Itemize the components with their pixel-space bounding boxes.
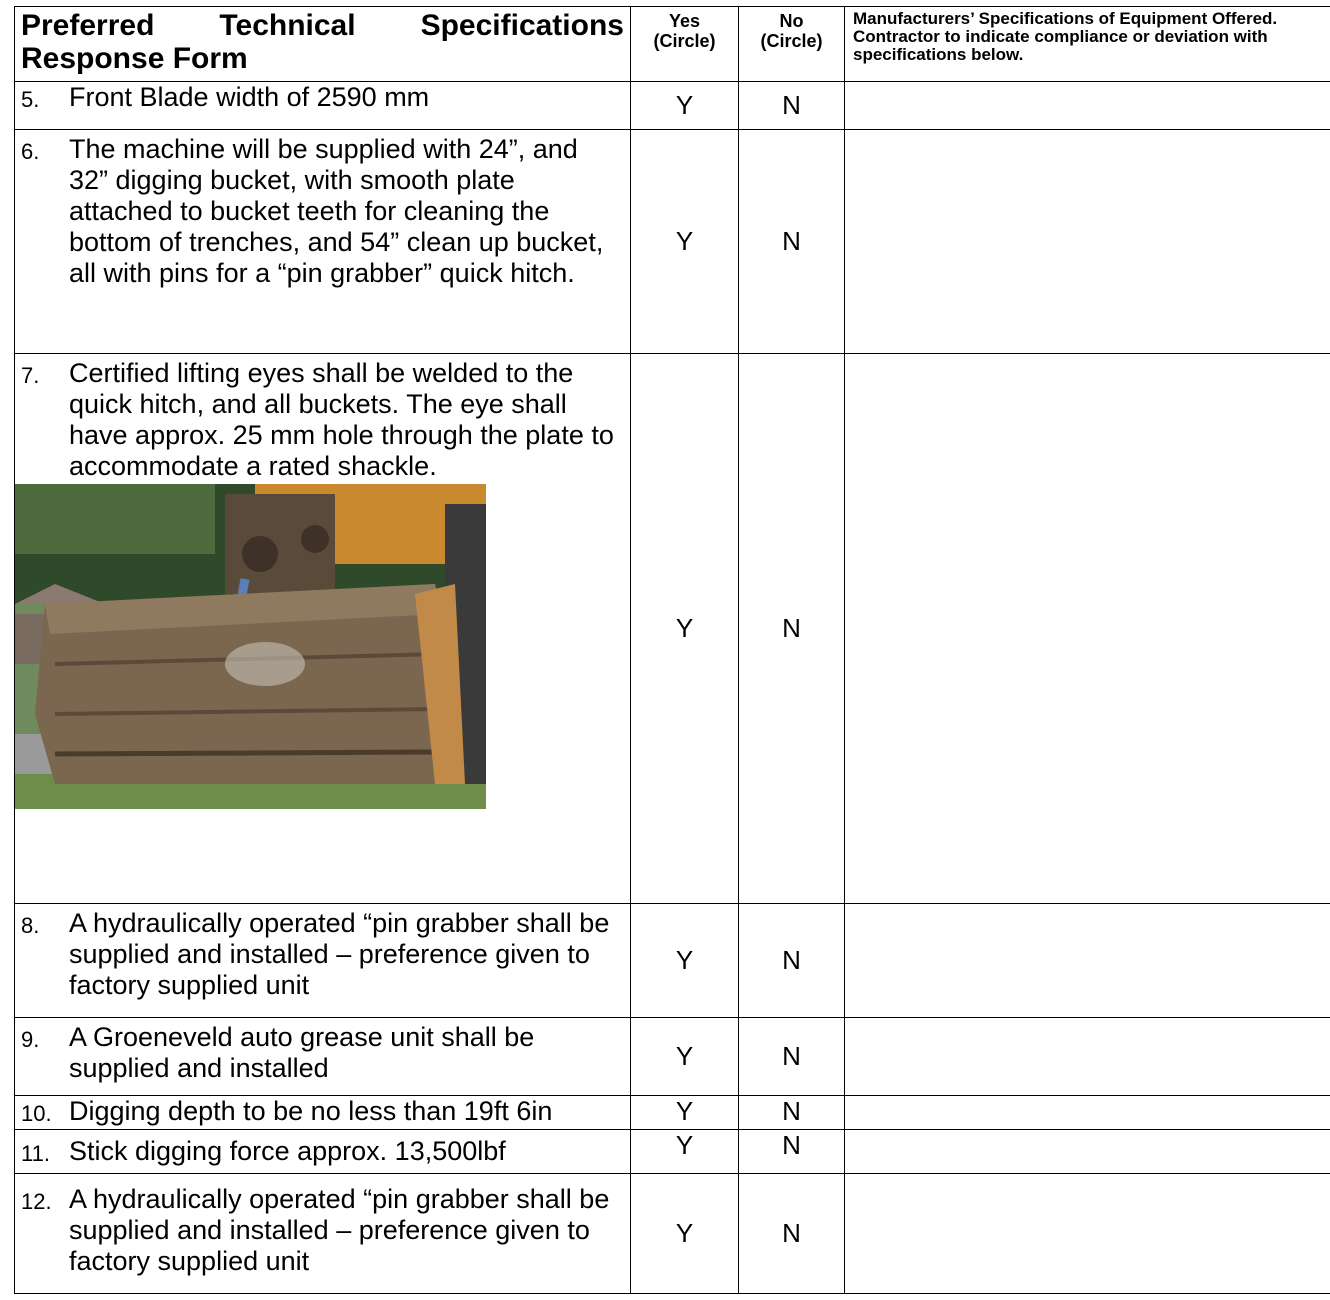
spec-response-cell[interactable] [845,354,1330,904]
row-number: 8. [21,913,40,938]
spec-response-form [14,6,1330,1294]
row-number: 7. [21,363,40,388]
spec-response-cell[interactable] [845,130,1330,354]
row-number: 9. [21,1027,40,1052]
row-number: 6. [21,139,40,164]
bucket-image-icon [15,484,486,809]
row-number: 12. [21,1189,52,1214]
yes-option[interactable]: Y [631,82,739,130]
row-text: Front Blade width of 2590 mm [69,82,430,112]
row-text: Certified lifting eyes shall be welded to the quick hitch, and all buckets. The eye shall have approx. 25 mm hole through the plate to accommodate a rated shackle. [69,358,614,481]
table-row [15,130,1330,354]
table-row [15,1018,1330,1096]
form-title [15,7,631,82]
title-word-3: Specifications [420,9,624,42]
spec-response-cell[interactable] [845,1096,1330,1130]
row-text: Stick digging force approx. 13,500lbf [69,1136,506,1166]
no-option[interactable]: N [739,904,845,1018]
title-word-1: Preferred [21,9,155,42]
header-row [15,7,1330,82]
no-option[interactable]: N [739,1018,845,1096]
spec-response-cell[interactable] [845,904,1330,1018]
no-label: No [779,11,804,31]
row-text: A hydraulically operated “pin grabber shall be supplied and installed – preference given to factory supplied unit [69,908,610,1000]
yes-option[interactable]: Y [631,1130,739,1174]
title-line-2: Response Form [21,42,248,75]
no-option[interactable]: N [739,82,845,130]
table-row [15,904,1330,1018]
table-row [15,82,1330,130]
no-option[interactable]: N [739,130,845,354]
no-option[interactable]: N [739,1174,845,1294]
yes-option[interactable]: Y [631,354,739,904]
spec-response-cell[interactable] [845,1018,1330,1096]
table-row [15,1130,1330,1174]
row-text: A hydraulically operated “pin grabber shall be supplied and installed – preference given to factory supplied unit [69,1184,610,1276]
spec-header: Manufacturers’ Specifications of Equipment Offered. Contractor to indicate compliance or deviation with specifications below. [845,7,1330,82]
no-option[interactable]: N [739,354,845,904]
yes-option[interactable]: Y [631,1174,739,1294]
table-row [15,1174,1330,1294]
spec-response-cell[interactable] [845,1130,1330,1174]
yes-option[interactable]: Y [631,1096,739,1130]
row-text: Digging depth to be no less than 19ft 6in [69,1096,553,1126]
title-word-2: Technical [219,9,356,42]
spec-response-cell[interactable] [845,82,1330,130]
yes-label: Yes [668,11,701,31]
no-option[interactable]: N [739,1130,845,1174]
yes-option[interactable]: Y [631,130,739,354]
yes-header [631,7,739,82]
row-number: 5. [21,87,40,112]
no-sub: (Circle) [760,31,823,51]
spec-table [14,6,1330,1294]
row-number: 11. [21,1141,50,1166]
row-text: A Groeneveld auto grease unit shall be supplied and installed [69,1022,535,1083]
yes-option[interactable]: Y [631,904,739,1018]
yes-option[interactable]: Y [631,1018,739,1096]
table-row [15,354,1330,904]
no-option[interactable]: N [739,1096,845,1130]
table-row [15,1096,1330,1130]
excavator-bucket-photo [15,484,486,809]
yes-sub: (Circle) [653,31,716,51]
row-text: The machine will be supplied with 24”, and 32” digging bucket, with smooth plate attached to bucket teeth for cleaning the bottom of trenches, and 54” clean up bucket, all with pins for a “pin grabber” quick hitch. [69,134,604,288]
spec-response-cell[interactable] [845,1174,1330,1294]
row-number: 10. [21,1101,52,1126]
no-header [739,7,845,82]
